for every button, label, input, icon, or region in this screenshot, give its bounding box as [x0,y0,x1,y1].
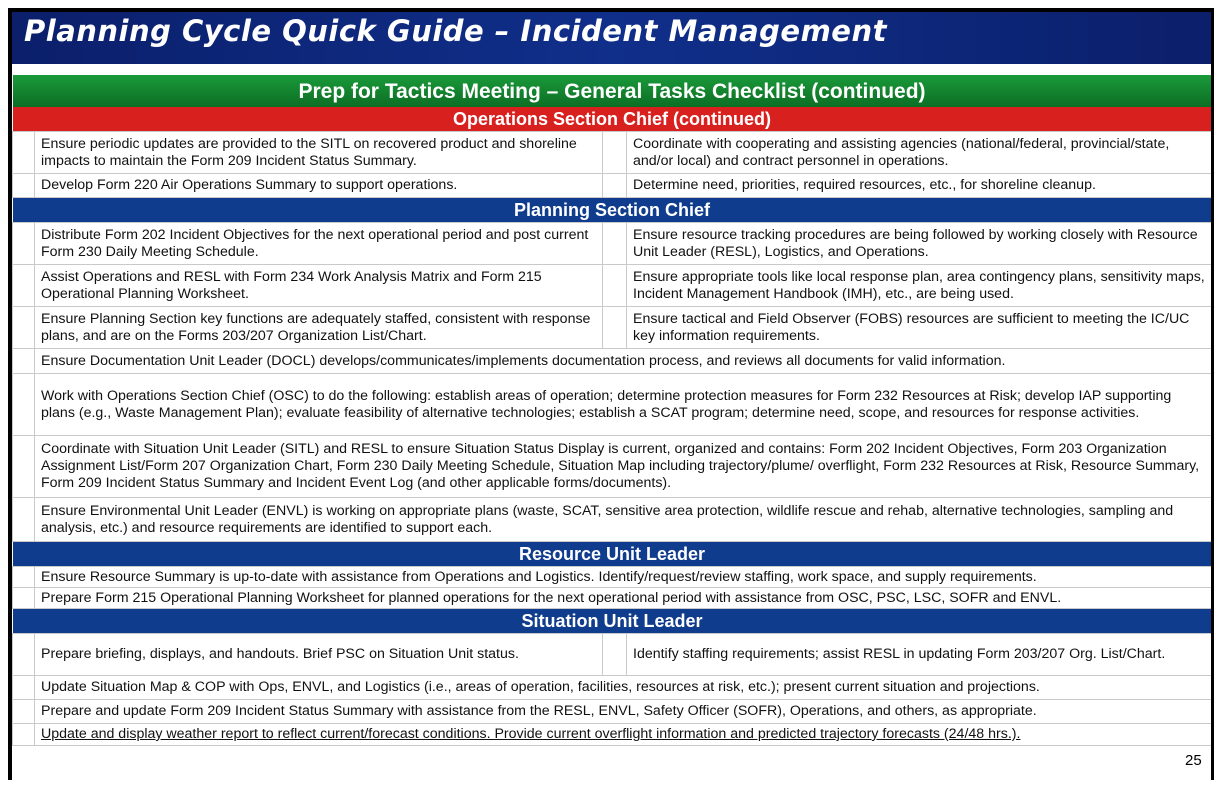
task-text: Prepare briefing, displays, and handouts. Brief PSC on Situation Unit status. [35,634,603,676]
table-row [13,676,1212,700]
task-text: Ensure Resource Summary is up-to-date with assistance from Operations and Logistics. Identify/request/review staffing, work space, and supply requirements. [35,567,1212,588]
task-text: Update Situation Map & COP with Ops, ENVL, and Logistics (i.e., areas of operation, facilities, resources at risk, etc.); present current situation and projections. [35,676,1212,700]
checkbox[interactable] [603,174,627,198]
task-text: Ensure Documentation Unit Leader (DOCL) develops/communicates/implements documentation process, and reviews all documents for valid information. [35,349,1212,374]
table-row [13,498,1212,542]
task-text: Ensure tactical and Field Observer (FOBS) resources are sufficient to meeting the IC/UC key information requirements. [627,307,1212,349]
table-row [13,307,1212,349]
task-text: Ensure appropriate tools like local response plan, area contingency plans, sensitivity maps, Incident Management Handbook (IMH), etc., are being used. [627,265,1212,307]
task-text: Ensure Planning Section key functions are adequately staffed, consistent with response plans, and are on the Forms 203/207 Organization List/Chart. [35,307,603,349]
task-text: Prepare and update Form 209 Incident Status Summary with assistance from the RESL, ENVL, Safety Officer (SOFR), Operations, and others, as appropriate. [35,700,1212,724]
page-content [12,12,1211,780]
checkbox[interactable] [13,724,35,746]
table-row [13,132,1212,174]
checkbox[interactable] [13,588,35,609]
task-text: Update and display weather report to reflect current/forecast conditions. Provide current overflight information and predicted trajectory forecasts (24/48 hrs.). [35,724,1212,746]
task-text: Coordinate with cooperating and assisting agencies (national/federal, provincial/state, and/or local) and contract personnel in operations. [627,132,1212,174]
checkbox[interactable] [603,634,627,676]
table-row [13,374,1212,436]
checkbox[interactable] [13,307,35,349]
page-title: Planning Cycle Quick Guide – Incident Management [24,14,887,48]
table-row [13,436,1212,498]
checkbox[interactable] [13,676,35,700]
page-number: 25 [1185,752,1202,769]
task-text: Prepare Form 215 Operational Planning Worksheet for planned operations for the next operational period with assistance from OSC, PSC, LSC, SOFR and ENVL. [35,588,1212,609]
table-row [13,349,1212,374]
checkbox[interactable] [13,374,35,436]
checkbox[interactable] [603,223,627,265]
task-text: Assist Operations and RESL with Form 234 Work Analysis Matrix and Form 215 Operational Planning Worksheet. [35,265,603,307]
sitl-section-header: Situation Unit Leader [13,609,1212,634]
task-text: Ensure resource tracking procedures are being followed by working closely with Resource Unit Leader (RESL), Logistics, and Operations. [627,223,1212,265]
ops-section-header: Operations Section Chief (continued) [13,107,1212,132]
checkbox[interactable] [603,132,627,174]
task-text: Ensure periodic updates are provided to the SITL on recovered product and shoreline impacts to maintain the Form 209 Incident Status Summary. [35,132,603,174]
table-row [13,634,1212,676]
table-row [13,724,1212,746]
checkbox[interactable] [13,132,35,174]
checkbox[interactable] [13,265,35,307]
table-row [13,265,1212,307]
checkbox[interactable] [13,567,35,588]
task-text: Work with Operations Section Chief (OSC) to do the following: establish areas of operation; determine protection measures for Form 232 Resources at Risk; develop IAP supporting plans (e.g., Waste Management Plan); evaluate feasibility of alternative technologies; establish a SCAT program; determine need, scope, and resources for response activities. [35,374,1212,436]
checkbox[interactable] [13,436,35,498]
task-text: Coordinate with Situation Unit Leader (SITL) and RESL to ensure Situation Status Display is current, organized and contains: Form 202 Incident Objectives, Form 203 Organization Assignment List/Form 207 Organization Chart, Form 230 Daily Meeting Schedule, Situation Map including trajectory/plume/ overflight, Form 232 Resources at Risk, Resource Summary, Form 209 Incident Status Summary and Incident Event Log (and other applicable forms/documents). [35,436,1212,498]
checkbox[interactable] [13,498,35,542]
task-text: Identify staffing requirements; assist RESL in updating Form 203/207 Org. List/Chart. [627,634,1212,676]
task-text: Ensure Environmental Unit Leader (ENVL) is working on appropriate plans (waste, SCAT, sensitive area protection, wildlife rescue and rehab, alternative technologies, sampling and analysis, etc.) and resource requirements are identified to support each. [35,498,1212,542]
checklist-table [12,75,1211,746]
checkbox[interactable] [13,700,35,724]
section-header-row [13,542,1212,567]
checkbox[interactable] [13,223,35,265]
checkbox[interactable] [603,307,627,349]
table-row [13,567,1212,588]
table-row [13,174,1212,198]
table-row [13,588,1212,609]
subtitle-row [13,75,1212,107]
table-row [13,700,1212,724]
checkbox[interactable] [13,634,35,676]
checkbox[interactable] [13,349,35,374]
checkbox[interactable] [13,174,35,198]
task-text: Develop Form 220 Air Operations Summary to support operations. [35,174,603,198]
psc-section-header: Planning Section Chief [13,198,1212,223]
section-header-row [13,198,1212,223]
checklist-subtitle: Prep for Tactics Meeting – General Tasks Checklist (continued) [13,75,1212,107]
resl-section-header: Resource Unit Leader [13,542,1212,567]
task-text: Distribute Form 202 Incident Objectives for the next operational period and post current Form 230 Daily Meeting Schedule. [35,223,603,265]
section-header-row [13,609,1212,634]
title-bar [12,12,1211,65]
table-row [13,223,1212,265]
checkbox[interactable] [603,265,627,307]
section-header-row [13,107,1212,132]
task-text: Determine need, priorities, required resources, etc., for shoreline cleanup. [627,174,1212,198]
